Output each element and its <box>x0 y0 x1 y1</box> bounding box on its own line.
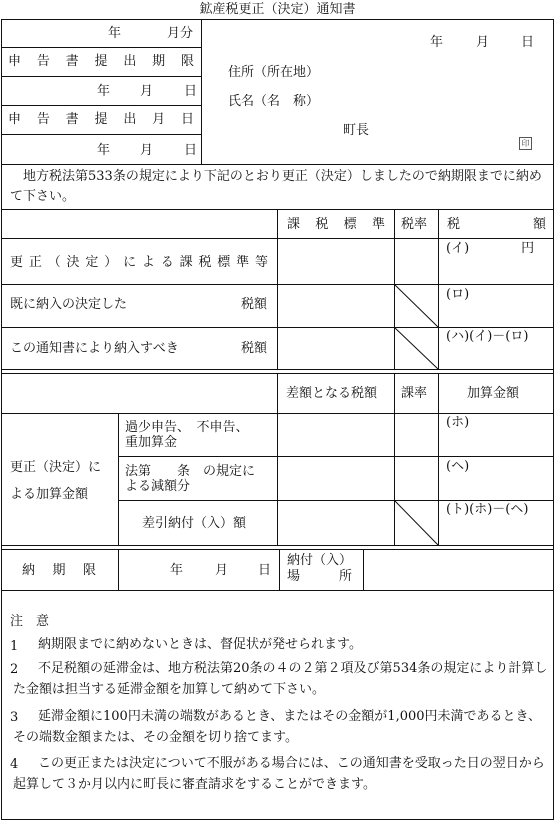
t1-row-due-suffix: 税額 <box>241 341 268 356</box>
label-char: 期 <box>152 54 166 69</box>
payment-deadline-label <box>22 564 96 577</box>
label-char: 限 <box>180 54 194 69</box>
t2-row-reduction-label-1: 法第 条 の規定に <box>125 464 256 479</box>
label-char: 税 <box>198 255 212 270</box>
label-char: 定 <box>85 255 99 270</box>
t2-note-to: (ト)(ホ)－(ヘ) <box>446 502 529 517</box>
t2-note-ho: (ホ) <box>446 415 470 430</box>
seal-mark: 印 <box>519 137 532 150</box>
filed-day: 日 <box>184 143 198 158</box>
label-char: 納 <box>22 563 36 578</box>
label-char: に <box>123 255 137 270</box>
label-char: 告 <box>36 112 50 127</box>
label-char: 更 <box>10 255 24 270</box>
t1-note-i: (イ) 円 <box>446 241 535 256</box>
label-char: よ <box>141 255 155 270</box>
payment-place-label-1: 納付（入） <box>287 553 353 568</box>
t1-diagonal-2 <box>394 327 438 369</box>
due-date-label <box>8 55 194 68</box>
label-char: 正 <box>28 255 42 270</box>
label-char: 標 <box>217 255 231 270</box>
label-char: 書 <box>65 112 79 127</box>
label-char: 税 <box>447 217 461 232</box>
label-char: 出 <box>123 112 137 127</box>
note-3-number: 3 <box>10 710 19 725</box>
t2-diagonal <box>394 500 438 545</box>
t2-note-he: (ヘ) <box>446 459 470 474</box>
filed-year: 年 <box>97 143 111 158</box>
label-char: 額 <box>532 217 546 232</box>
label-char: 日 <box>180 112 194 127</box>
label-char: 準 <box>236 255 250 270</box>
label-char: 告 <box>36 54 50 69</box>
header-month-portion: 月分 <box>167 26 194 41</box>
note-4-text: この更正または決定について不服がある場合には、この通知書を受取った日の翌日から起算して３か月以内に町長に審査請求をすることができます。 <box>13 756 545 792</box>
t1-diagonal-1 <box>394 284 438 327</box>
label-char: 申 <box>8 54 22 69</box>
label-char: 書 <box>65 54 79 69</box>
document-title: 鉱産税更正（決定）通知書 <box>199 2 356 17</box>
label-char: 限 <box>82 563 96 578</box>
t2-group-label-1: 更正（決定）に <box>10 460 102 475</box>
address-label: 住所（所在地） <box>228 65 320 80</box>
intro-text: 地方税法第533条の規定により下記のとおり更正（決定）しましたので納期限までに納めて下さい。 <box>10 169 542 204</box>
t1-note-ro: (ロ) <box>446 287 470 302</box>
t1-header-tax-base <box>287 218 385 231</box>
t2-row-under-label-1: 過少申告、 不申告、 <box>125 420 249 435</box>
label-char: 提 <box>94 54 108 69</box>
mayor-label: 町長 <box>343 123 370 138</box>
t1-row-due-label: この通知書により納入すべき <box>10 341 179 356</box>
issue-day: 日 <box>521 35 535 50</box>
t2-header-difference: 差額となる税額 <box>286 386 378 401</box>
note-1-number: 1 <box>10 639 19 654</box>
due-year: 年 <box>97 84 111 99</box>
label-char: る <box>160 255 174 270</box>
payment-year: 年 <box>170 563 184 578</box>
t1-row-paid-suffix: 税額 <box>241 297 268 312</box>
t2-group-label-2: よる加算金額 <box>10 487 89 502</box>
t2-header-surcharge: 加算金額 <box>467 386 520 401</box>
payment-month: 月 <box>215 563 229 578</box>
note-4-number: 4 <box>10 757 19 772</box>
label-char: 期 <box>52 563 66 578</box>
name-label: 氏名（名 称） <box>228 94 320 109</box>
due-day: 日 <box>184 84 198 99</box>
label-char: 準 <box>371 217 385 232</box>
label-char: 課 <box>287 217 301 232</box>
due-month: 月 <box>140 84 154 99</box>
filed-month: 月 <box>140 143 154 158</box>
label-char: 等 <box>254 255 268 270</box>
t1-row-paid-label: 既に納入の決定した <box>10 297 128 312</box>
notes-heading: 注 意 <box>10 614 50 629</box>
t1-header-tax-amount <box>447 218 546 231</box>
payment-day: 日 <box>258 563 272 578</box>
payment-place-label-2: 場 所 <box>287 569 353 584</box>
label-char: 決 <box>66 255 80 270</box>
header-year: 年 <box>108 26 122 41</box>
label-char: 申 <box>8 112 22 127</box>
t2-row-reduction-label-2: よる減額分 <box>125 479 191 494</box>
issue-year: 年 <box>430 35 444 50</box>
t1-row-corrected-base-label <box>10 256 268 269</box>
label-char: 月 <box>152 112 166 127</box>
label-char: 標 <box>343 217 357 232</box>
note-2-number: 2 <box>10 662 19 677</box>
label-char: 出 <box>123 54 137 69</box>
t1-header-rate: 税率 <box>401 217 428 232</box>
label-char: 税 <box>315 217 329 232</box>
t1-note-ha: (ハ)(イ)－(ロ) <box>446 329 529 344</box>
note-1-text: 納期限までに納めないときは、督促状が発せられます。 <box>38 637 362 652</box>
t2-header-rate: 課率 <box>401 386 428 401</box>
note-3-text: 延滞金額に100円未満の端数があるとき、またはその金額が1,000円未満であるとき、その端数金額または、その金額を切り捨てます。 <box>13 709 541 745</box>
label-char: （ <box>47 255 61 270</box>
t2-row-under-label-2: 重加算金 <box>125 435 178 450</box>
note-2-text: 不足税額の延滞金は、地方税法第20条の４の２第２項及び第534条の規定により計算した金額は担当する延滞金額を加算して納めて下さい。 <box>13 661 548 697</box>
issue-month: 月 <box>476 35 490 50</box>
label-char: 提 <box>94 112 108 127</box>
label-char: ） <box>104 255 118 270</box>
t2-row-net-label: 差引納付（入）額 <box>142 516 247 531</box>
label-char: 課 <box>179 255 193 270</box>
filed-date-label <box>8 113 194 126</box>
